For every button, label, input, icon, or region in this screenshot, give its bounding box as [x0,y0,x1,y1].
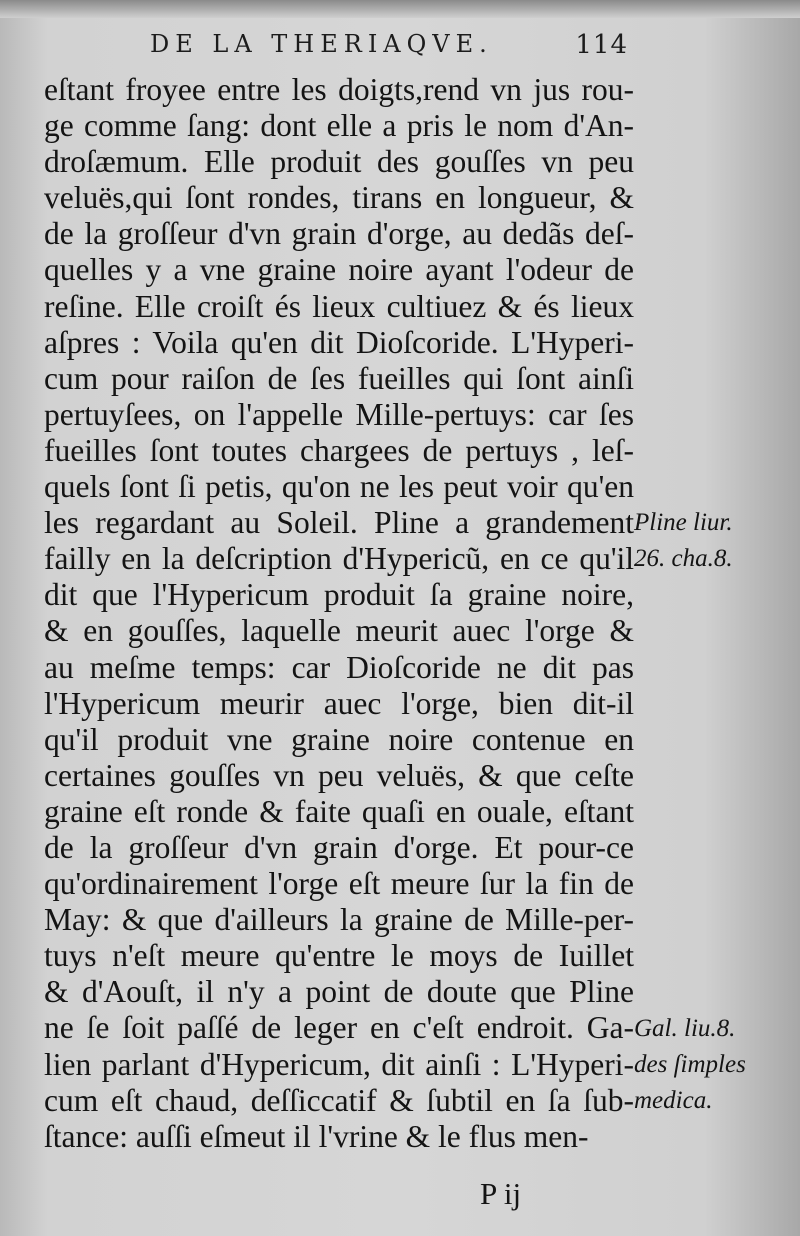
text-line: certaines gouſſes vn peu veluës, & que ceſte [44,757,634,793]
text-line: & d'Aouſt, il n'y a point de doute que Pline [44,974,634,1010]
text-line: failly en la deſcription d'Hypericũ, en ce qu'il [44,541,634,577]
text-line: dit que l'Hypericum produit ſa graine noire, [44,577,634,613]
text-line: fueilles ſont toutes chargees de pertuys , leſ- [44,432,634,468]
text-line: quelles y a vne graine noire ayant l'odeur de [44,252,634,288]
margin-note: medica. [634,1086,713,1114]
text-line: May: & que d'ailleurs la graine de Mille-per- [44,902,634,938]
text-line: quels ſont ſi petis, qu'on ne les peut voir qu'en [44,469,634,505]
text-line: les regardant au Soleil. Pline a grandement [44,505,634,541]
running-title: DE LA THERIAQVE. [150,30,493,58]
text-line: de la groſſeur d'vn grain d'orge, au dedãs deſ- [44,216,634,252]
page-number: 114 [575,30,628,60]
running-header [150,30,628,60]
text-line: veluës,qui ſont rondes, tirans en longueur, & [44,180,634,216]
text-line: ge comme ſang: dont elle a pris le nom d'An- [44,108,634,144]
text-line: aſpres : Voila qu'en dit Dioſcoride. L'Hyperi- [44,324,634,360]
text-line: de la groſſeur d'vn grain d'orge. Et pour-ce [44,829,634,865]
text-line: ne ſe ſoit paſſé de leger en c'eſt endroit. Ga- [44,1010,634,1046]
text-line: au meſme temps: car Dioſcoride ne dit pas [44,649,634,685]
text-line: ſtance: auſſi eſmeut il l'vrine & le flus men- [44,1118,589,1154]
text-line: reſine. Elle croiſt és lieux cultiuez & és lieux [44,288,634,324]
text-line: graine eſt ronde & faite quaſi en ouale, eſtant [44,793,634,829]
text-line: cum eſt chaud, deſſiccatif & ſubtil en ſa ſub- [44,1082,634,1118]
margin-note: Gal. liu.8. [634,1014,736,1042]
text-line: cum pour raiſon de ſes fueilles qui ſont ainſi [44,360,634,396]
body-text [44,72,634,1155]
signature-mark: P ij [480,1176,522,1211]
margin-note: Pline liur. [634,509,733,537]
text-line: lien parlant d'Hypericum, dit ainſi : L'Hyperi- [44,1046,634,1082]
margin-note: des ſimples [634,1050,746,1078]
text-line: qu'il produit vne graine noire contenue en [44,721,634,757]
text-line: qu'ordinairement l'orge eſt meure ſur la fin de [44,866,634,902]
text-line: & en gouſſes, laquelle meurit auec l'orge & [44,613,634,649]
margin-note: 26. cha.8. [634,545,733,573]
text-line: l'Hypericum meurir auec l'orge, bien dit-il [44,685,634,721]
text-line: eſtant froyee entre les doigts,rend vn jus rou- [44,72,634,107]
text-line: tuys n'eſt meure qu'entre le moys de Iuillet [44,938,634,974]
text-line: droſæmum. Elle produit des gouſſes vn peu [44,144,634,180]
text-line: pertuyſees, on l'appelle Mille-pertuys: car ſes [44,396,634,432]
